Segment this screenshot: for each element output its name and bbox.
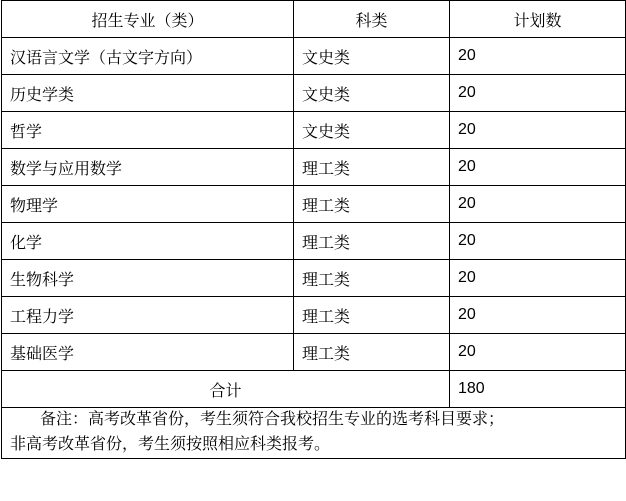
cell-category: 文史类 [294,75,450,112]
table-header-row [2,1,626,38]
cell-major: 物理学 [2,186,294,223]
cell-category: 理工类 [294,223,450,260]
table-row [2,75,626,112]
column-header-major: 招生专业（类） [2,1,294,38]
cell-major: 基础医学 [2,334,294,371]
cell-category: 文史类 [294,38,450,75]
table-row [2,149,626,186]
cell-plan: 20 [450,112,626,149]
cell-category: 理工类 [294,297,450,334]
table-row [2,334,626,371]
cell-category: 文史类 [294,112,450,149]
cell-major: 工程力学 [2,297,294,334]
cell-category: 理工类 [294,186,450,223]
column-header-plan: 计划数 [450,1,626,38]
table-note-row [2,408,626,459]
table-row [2,260,626,297]
cell-plan: 20 [450,186,626,223]
column-header-category: 科类 [294,1,450,38]
cell-category: 理工类 [294,334,450,371]
cell-major: 历史学类 [2,75,294,112]
note-line-1: 备注：高考改革省份，考生须符合我校招生专业的选考科目要求； [40,411,505,428]
cell-plan: 20 [450,149,626,186]
cell-plan: 20 [450,38,626,75]
table-row [2,223,626,260]
cell-major: 汉语言文学（古文字方向） [2,38,294,75]
cell-plan: 20 [450,75,626,112]
table-row [2,112,626,149]
cell-total-plan: 180 [450,371,626,408]
note-line-2: 非高考改革省份，考生须按照相应科类报考。 [10,435,331,453]
cell-plan: 20 [450,297,626,334]
cell-plan: 20 [450,260,626,297]
cell-category: 理工类 [294,149,450,186]
cell-major: 数学与应用数学 [2,149,294,186]
table-row [2,297,626,334]
table-row [2,38,626,75]
cell-category: 理工类 [294,260,450,297]
cell-plan: 20 [450,223,626,260]
cell-plan: 20 [450,334,626,371]
cell-major: 化学 [2,223,294,260]
cell-major: 哲学 [2,112,294,149]
table-note [2,408,626,459]
admission-plan-table [1,0,626,459]
table-row [2,186,626,223]
table-total-row [2,371,626,408]
cell-major: 生物科学 [2,260,294,297]
cell-total-label: 合计 [2,371,450,408]
